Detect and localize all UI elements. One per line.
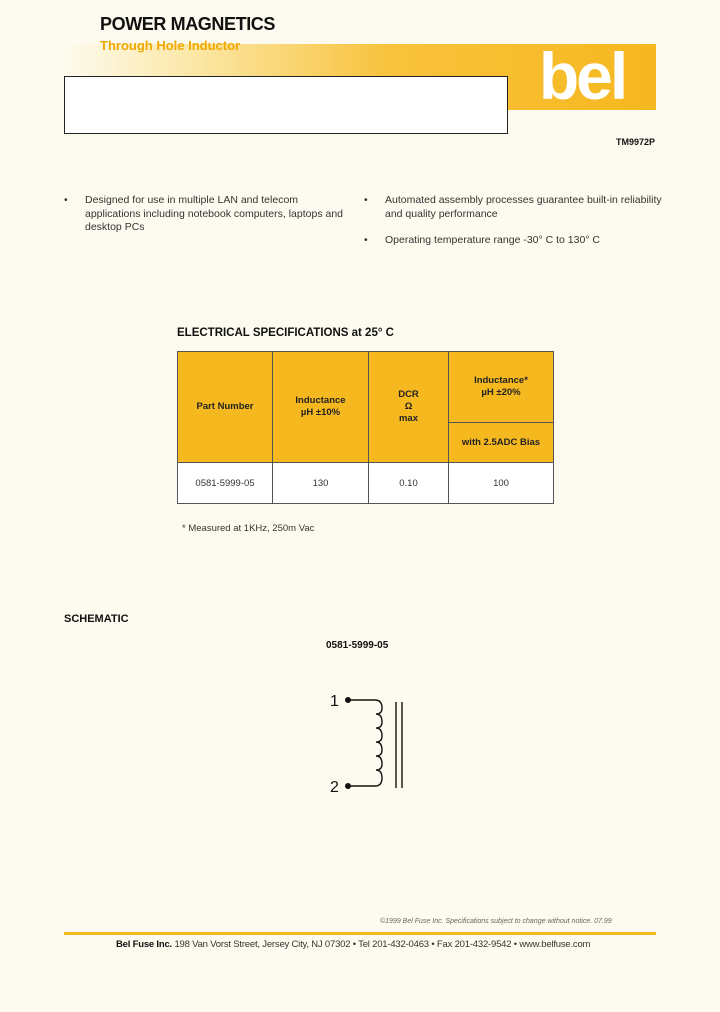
footer-divider	[64, 932, 656, 935]
header-dcr-line1: DCR	[398, 389, 419, 400]
header-dcr	[369, 352, 449, 463]
header-inductance-line1: Inductance	[295, 395, 346, 406]
title-box	[64, 76, 508, 134]
header-part-number: Part Number	[178, 352, 273, 463]
schematic-part-number: 0581-5999-05	[326, 640, 389, 651]
schematic-heading: SCHEMATIC	[64, 613, 129, 625]
copyright-notice: ©1999 Bel Fuse Inc. Specifications subject to change without notice. 07.99	[380, 918, 612, 925]
feature-text: Designed for use in multiple LAN and telecom applications including notebook computers, laptops and desktop PCs	[85, 194, 344, 233]
cell-dcr: 0.10	[369, 463, 449, 504]
feature-item	[364, 234, 664, 248]
cell-inductance: 130	[273, 463, 369, 504]
feature-text: Operating temperature range -30° C to 130° C	[385, 234, 601, 246]
page-title: POWER MAGNETICS	[100, 14, 276, 34]
inductor-coil	[348, 700, 382, 786]
header-inductance	[273, 352, 369, 463]
spec-table	[177, 351, 554, 504]
footer-contact	[116, 939, 590, 950]
header-dcr-line3: max	[398, 413, 418, 424]
header-bias-condition: with 2.5ADC Bias	[449, 423, 554, 463]
bel-logo	[508, 44, 656, 110]
cell-part-number: 0581-5999-05	[178, 463, 273, 504]
table-row	[178, 463, 554, 504]
footer-address: 198 Van Vorst Street, Jersey City, NJ 07302 • Tel 201-432-0463 • Fax 201-432-9542 • www.belfuse.com	[172, 939, 591, 950]
spec-heading: ELECTRICAL SPECIFICATIONS at 25° C	[177, 327, 394, 339]
footer-company: Bel Fuse Inc.	[116, 939, 173, 950]
model-number: TM9972P	[616, 137, 656, 147]
header-bias-inductance	[449, 352, 554, 423]
header-inductance-line2: µH ±10%	[300, 407, 341, 418]
feature-item	[64, 194, 344, 235]
header-bias-inductance-line2: µH ±20%	[481, 387, 521, 398]
pin-2-label: 2	[330, 779, 339, 796]
bullet-marker: •	[64, 194, 68, 206]
feature-list-right	[364, 194, 664, 261]
cell-bias-inductance: 100	[449, 463, 554, 504]
feature-item	[364, 194, 664, 221]
bullet-marker: •	[364, 234, 368, 246]
feature-list-left	[64, 194, 344, 248]
bullet-marker: •	[364, 194, 368, 206]
feature-text: Automated assembly processes guarantee built-in reliability and quality performance	[385, 194, 662, 220]
header-bias-inductance-line1: Inductance*	[474, 375, 528, 386]
inductor-schematic	[320, 680, 420, 800]
header-dcr-line2: Ω	[404, 401, 413, 412]
pin-1-label: 1	[330, 693, 339, 710]
spec-footnote: * Measured at 1KHz, 250m Vac	[182, 523, 315, 534]
logo-text: bel	[538, 44, 626, 110]
spec-header-row	[178, 352, 554, 423]
page-subtitle: Through Hole Inductor	[100, 38, 241, 53]
